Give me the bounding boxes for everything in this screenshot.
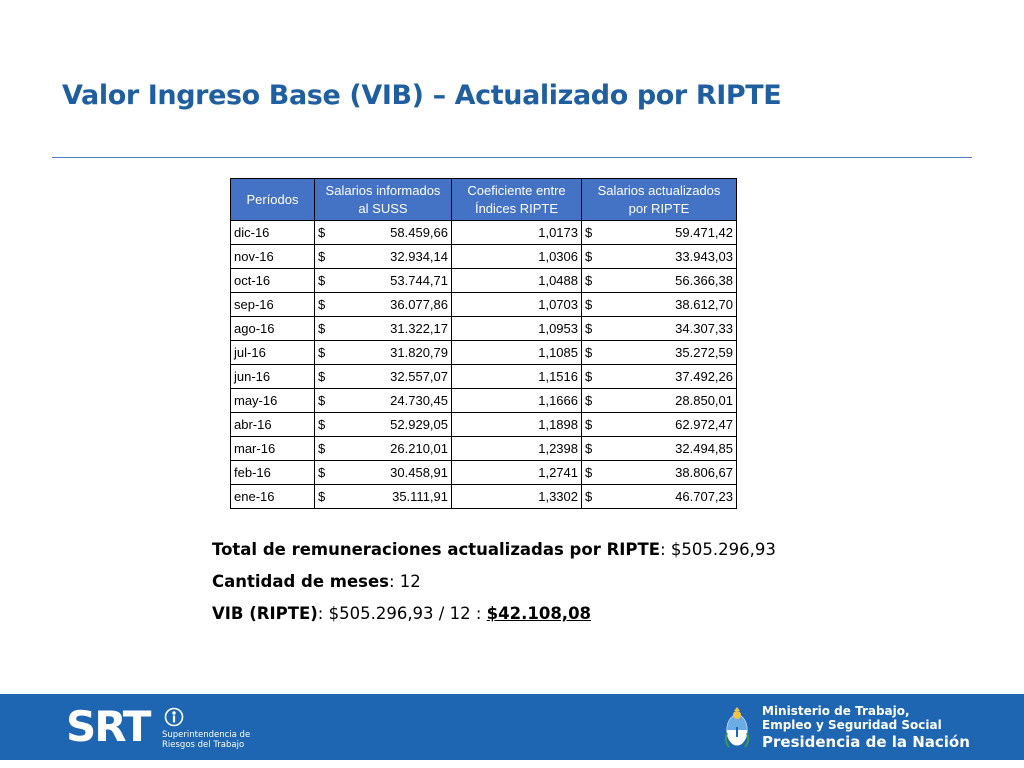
- salary-amount: 53.744,71: [390, 273, 448, 288]
- cell-coefficient: 1,1085: [452, 341, 582, 365]
- salary-amount: 32.557,07: [390, 369, 448, 384]
- salary-amount: 26.210,01: [390, 441, 448, 456]
- cell-updated-salary: [582, 341, 737, 365]
- currency-symbol: $: [318, 345, 326, 360]
- table-row: [231, 389, 737, 413]
- cell-coefficient: 1,2741: [452, 461, 582, 485]
- cell-updated-salary: [582, 317, 737, 341]
- cell-coefficient: 1,1898: [452, 413, 582, 437]
- ripte-table: [230, 178, 737, 509]
- currency-symbol: $: [585, 417, 593, 432]
- header-updated-salaries-line2: por RIPTE: [628, 200, 690, 216]
- cell-reported-salary: [315, 389, 452, 413]
- ministry-line2: Empleo y Seguridad Social: [762, 718, 942, 732]
- cell-period: mar-16: [231, 437, 315, 461]
- currency-symbol: $: [318, 393, 326, 408]
- currency-symbol: $: [318, 369, 326, 384]
- currency-symbol: $: [318, 321, 326, 336]
- cell-updated-salary: [582, 461, 737, 485]
- updated-amount: 59.471,42: [675, 225, 733, 240]
- currency-symbol: $: [585, 441, 593, 456]
- salary-amount: 32.934,14: [390, 249, 448, 264]
- currency-symbol: $: [585, 393, 593, 408]
- cell-period: abr-16: [231, 413, 315, 437]
- currency-symbol: $: [318, 417, 326, 432]
- footer-bar: [0, 694, 1024, 760]
- cell-period: ene-16: [231, 485, 315, 509]
- cell-updated-salary: [582, 293, 737, 317]
- cell-updated-salary: [582, 269, 737, 293]
- cell-updated-salary: [582, 221, 737, 245]
- cell-reported-salary: [315, 269, 452, 293]
- cell-coefficient: 1,0306: [452, 245, 582, 269]
- header-reported-salaries-line1: Salarios informados: [325, 182, 441, 198]
- summary-total-value: : $505.296,93: [660, 540, 776, 559]
- srt-subtitle-line1: Superintendencia de: [162, 730, 251, 740]
- cell-period: dic-16: [231, 221, 315, 245]
- srt-subtitle: [162, 730, 272, 750]
- cell-period: jun-16: [231, 365, 315, 389]
- header-periods: Períodos: [231, 179, 315, 221]
- cell-coefficient: 1,1516: [452, 365, 582, 389]
- table-row: [231, 221, 737, 245]
- table-body: [231, 221, 737, 509]
- currency-symbol: $: [318, 465, 326, 480]
- srt-subtitle-line2: Riesgos del Trabajo: [162, 740, 245, 750]
- header-reported-salaries: [315, 179, 452, 221]
- cell-reported-salary: [315, 293, 452, 317]
- table-row: [231, 461, 737, 485]
- currency-symbol: $: [318, 225, 326, 240]
- table-row: [231, 413, 737, 437]
- summary-total-label: Total de remuneraciones actualizadas por RIPTE: [212, 540, 661, 559]
- salary-amount: 52.929,05: [390, 417, 448, 432]
- salary-amount: 31.820,79: [390, 345, 448, 360]
- cell-reported-salary: [315, 461, 452, 485]
- cell-reported-salary: [315, 413, 452, 437]
- cell-period: feb-16: [231, 461, 315, 485]
- header-reported-salaries-line2: al SUSS: [358, 200, 408, 216]
- currency-symbol: $: [318, 489, 326, 504]
- updated-amount: 28.850,01: [675, 393, 733, 408]
- title-divider: [52, 157, 972, 158]
- currency-symbol: $: [585, 321, 593, 336]
- currency-symbol: $: [585, 369, 593, 384]
- cell-reported-salary: [315, 317, 452, 341]
- currency-symbol: $: [318, 249, 326, 264]
- table-row: [231, 485, 737, 509]
- header-ripte-coefficient-line1: Coeficiente entre: [467, 182, 566, 198]
- updated-amount: 38.612,70: [675, 297, 733, 312]
- table-row: [231, 269, 737, 293]
- cell-updated-salary: [582, 365, 737, 389]
- salary-amount: 31.322,17: [390, 321, 448, 336]
- cell-period: sep-16: [231, 293, 315, 317]
- currency-symbol: $: [585, 273, 593, 288]
- updated-amount: 33.943,03: [675, 249, 733, 264]
- cell-updated-salary: [582, 389, 737, 413]
- currency-symbol: $: [585, 489, 593, 504]
- slide-title: Valor Ingreso Base (VIB) – Actualizado por RIPTE: [62, 80, 782, 111]
- cell-reported-salary: [315, 245, 452, 269]
- table-row: [231, 317, 737, 341]
- salary-amount: 36.077,86: [390, 297, 448, 312]
- header-updated-salaries-line1: Salarios actualizados: [597, 182, 721, 198]
- header-updated-salaries: [582, 179, 737, 221]
- cell-reported-salary: [315, 485, 452, 509]
- cell-coefficient: 1,0173: [452, 221, 582, 245]
- currency-symbol: $: [585, 249, 593, 264]
- table-row: [231, 293, 737, 317]
- cell-period: may-16: [231, 389, 315, 413]
- srt-logo-letters: SRT: [66, 702, 150, 751]
- cell-updated-salary: [582, 245, 737, 269]
- cell-coefficient: 1,0703: [452, 293, 582, 317]
- cell-coefficient: 1,2398: [452, 437, 582, 461]
- table-header-row: [231, 179, 737, 221]
- cell-coefficient: 1,0953: [452, 317, 582, 341]
- summary-months-label: Cantidad de meses: [212, 572, 389, 591]
- cell-reported-salary: [315, 221, 452, 245]
- cell-reported-salary: [315, 437, 452, 461]
- cell-period: jul-16: [231, 341, 315, 365]
- ministry-text: [762, 704, 970, 752]
- cell-updated-salary: [582, 437, 737, 461]
- table-row: [231, 245, 737, 269]
- summary-vib-formula: : $505.296,93 / 12 :: [317, 604, 487, 623]
- summary-months-value: : 12: [389, 572, 421, 591]
- currency-symbol: $: [585, 345, 593, 360]
- updated-amount: 32.494,85: [675, 441, 733, 456]
- srt-emblem-icon: [164, 707, 184, 727]
- table-row: [231, 341, 737, 365]
- header-ripte-coefficient-line2: Índices RIPTE: [474, 200, 559, 216]
- salary-amount: 30.458,91: [390, 465, 448, 480]
- salary-amount: 58.459,66: [390, 225, 448, 240]
- currency-symbol: $: [318, 273, 326, 288]
- updated-amount: 37.492,26: [675, 369, 733, 384]
- table-row: [231, 365, 737, 389]
- summary-months-line: [212, 568, 776, 600]
- currency-symbol: $: [318, 297, 326, 312]
- national-shield-icon: [724, 703, 750, 751]
- updated-amount: 34.307,33: [675, 321, 733, 336]
- updated-amount: 46.707,23: [675, 489, 733, 504]
- currency-symbol: $: [585, 225, 593, 240]
- cell-period: ago-16: [231, 317, 315, 341]
- updated-amount: 62.972,47: [675, 417, 733, 432]
- currency-symbol: $: [585, 297, 593, 312]
- updated-amount: 35.272,59: [675, 345, 733, 360]
- updated-amount: 38.806,67: [675, 465, 733, 480]
- cell-reported-salary: [315, 365, 452, 389]
- ministry-line3: Presidencia de la Nación: [762, 733, 970, 751]
- summary-block: [212, 536, 776, 632]
- ministry-line1: Ministerio de Trabajo,: [762, 704, 910, 718]
- salary-amount: 35.111,91: [392, 489, 448, 504]
- summary-vib-line: [212, 600, 776, 632]
- updated-amount: 56.366,38: [675, 273, 733, 288]
- cell-reported-salary: [315, 341, 452, 365]
- table-row: [231, 437, 737, 461]
- cell-updated-salary: [582, 413, 737, 437]
- cell-coefficient: 1,3302: [452, 485, 582, 509]
- summary-vib-result: $42.108,08: [486, 604, 592, 623]
- summary-total-line: [212, 536, 776, 568]
- currency-symbol: $: [318, 441, 326, 456]
- salary-amount: 24.730,45: [390, 393, 448, 408]
- cell-updated-salary: [582, 485, 737, 509]
- cell-period: oct-16: [231, 269, 315, 293]
- cell-period: nov-16: [231, 245, 315, 269]
- summary-vib-label: VIB (RIPTE): [212, 604, 318, 623]
- cell-coefficient: 1,1666: [452, 389, 582, 413]
- header-ripte-coefficient: [452, 179, 582, 221]
- currency-symbol: $: [585, 465, 593, 480]
- cell-coefficient: 1,0488: [452, 269, 582, 293]
